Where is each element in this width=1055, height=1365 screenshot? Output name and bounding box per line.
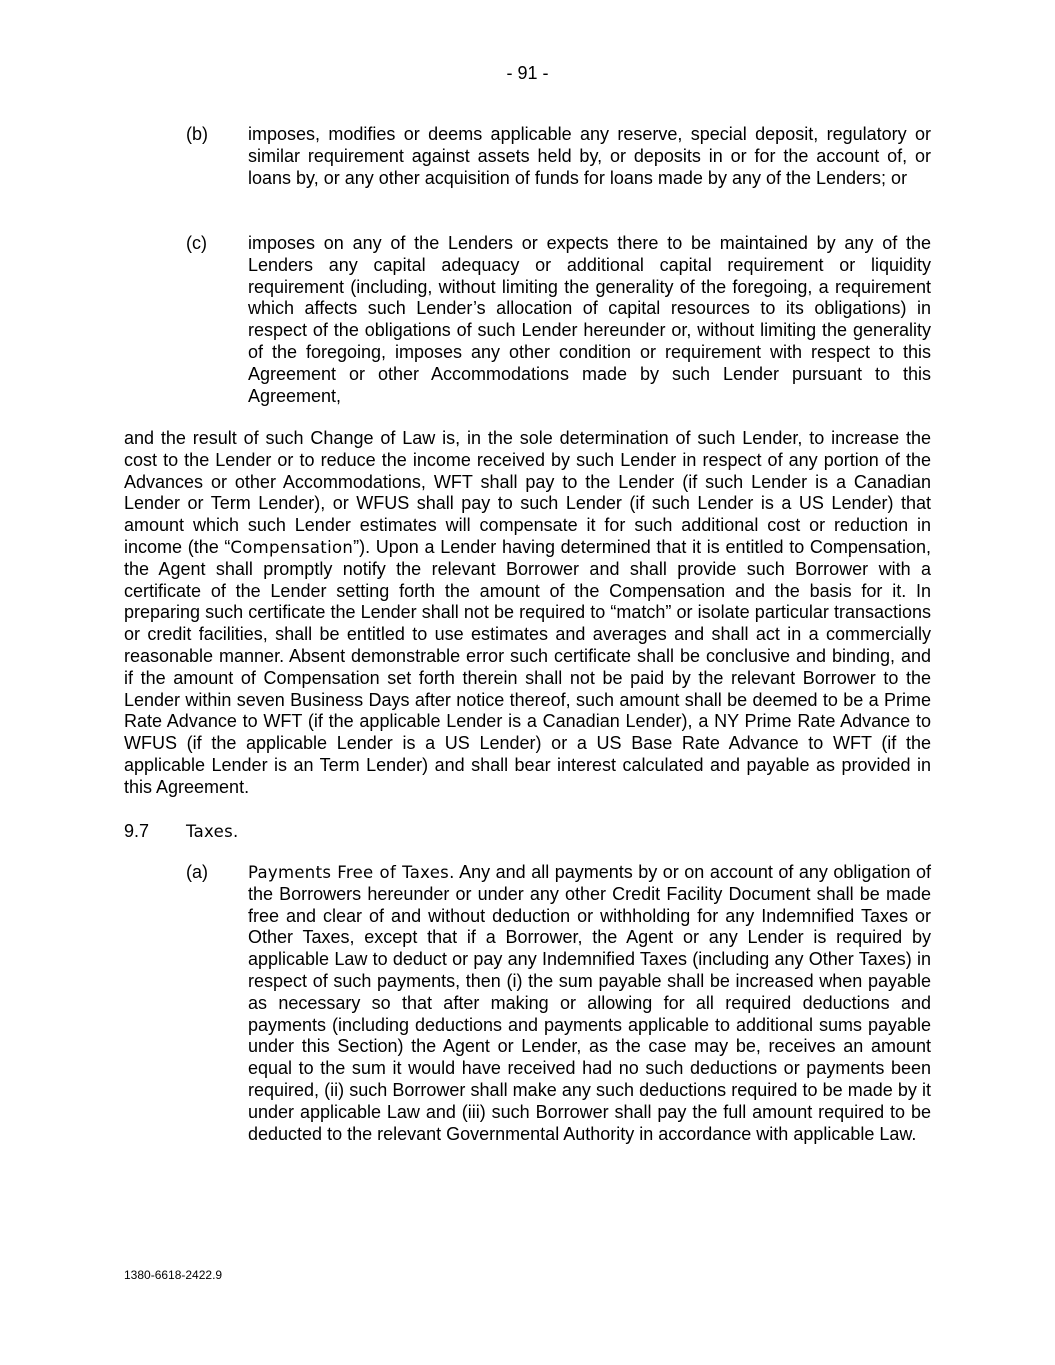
document-id-footer: 1380-6618-2422.9 bbox=[124, 1268, 223, 1282]
clause-c bbox=[124, 233, 931, 407]
clause-c-label: (c) bbox=[186, 233, 207, 253]
clause-a-body: Any and all payments by or on account of any obligation of the Borrowers hereunder or under any other Credit Facility Document shall be made free and clear of and without deduction or withholding for any Indemnified Taxes or Other Taxes, except that if a Borrower, the Agent or any Lender is required by applicable Law to deduct or pay any Indemnified Taxes (including any Other Taxes) in respect of such payments, then (i) the sum payable shall be increased when payable as necessary so that after making or allowing for all required deductions and payments (including deductions and payments applicable to additional sums payable under this Section) the Agent or Lender, as the case may be, receives an amount equal to the sum it would have received had no such deductions or payments been required, (ii) such Borrower shall make any such deductions required to be made by it under applicable Law and (iii) such Borrower shall pay the full amount required to be deducted to the relevant Governmental Authority in accordance with applicable Law. bbox=[248, 862, 931, 1144]
clause-a-text bbox=[248, 862, 931, 1145]
clause-a-heading-punct: . bbox=[449, 863, 455, 882]
result-paragraph bbox=[124, 428, 931, 799]
clause-a-label: (a) bbox=[186, 862, 208, 882]
clause-b-text: imposes, modifies or deems applicable any reserve, special deposit, regulatory or similar requirement against assets held by, or deposits in or for the account of, or loans by, or any other acquisition of funds for loans made by any of the Lenders; or bbox=[248, 124, 931, 188]
section-title: Taxes. bbox=[186, 822, 239, 841]
clause-b bbox=[124, 124, 931, 189]
clause-b-label: (b) bbox=[186, 124, 208, 144]
page-number: - 91 - bbox=[506, 63, 549, 83]
result-paragraph-part2: ”). Upon a Lender having determined that it is entitled to Compensation, the Agent shall promptly notify the relevant Borrower and shall provide such Borrower with a certificate of the Lender setting forth the amount of the Compensation and the basis for it. In preparing such certificate the Lender shall not be required to “match” or isolate particular transactions or credit facilities, shall be entitled to use estimates and averages and shall act in a commercially reasonable manner. Absent demonstrable error such certificate shall be conclusive and binding, and if the amount of Compensation set forth therein shall not be paid by the relevant Borrower to the Lender within seven Business Days after notice thereof, such amount shall be deemed to be a Prime Rate Advance to WFT (if the applicable Lender is a Canadian Lender), a NY Prime Rate Advance to WFUS (if the applicable Lender is a US Lender) or a US Base Rate Advance to WFT (if the applicable Lender is an Term Lender) and shall bear interest calculated and payable as provided in this Agreement. bbox=[124, 536, 931, 797]
clause-a bbox=[124, 862, 931, 1145]
result-paragraph-part1: and the result of such Change of Law is, in the sole determination of such Lender, to increase the cost to the Lender or to reduce the income received by such Lender in respect of any portion of the Advances or other Accommodations, WFT shall pay to the Lender (if such Lender is a Canadian Lender or Term Lender), or WFUS shall pay to such Lender (if such Lender is a US Lender) that amount which such Lender estimates will compensate it for such additional cost or reduction in income (the “ bbox=[124, 428, 931, 557]
defined-term-compensation: Compensation bbox=[230, 537, 354, 557]
clause-a-heading: Payments Free of Taxes bbox=[248, 863, 450, 882]
clause-c-text: imposes on any of the Lenders or expects there to be maintained by any of the Lenders any capital adequacy or additional capital requirement or liquidity requirement (including, without limiting the generality of the foregoing, a requirement which affects such Lender’s allocation of capital resources to its obligations) in respect of the obligations of such Lender hereunder or, without limiting the generality of the foregoing, imposes any other condition or requirement with respect to this Agreement or other Accommodations made by such Lender pursuant to this Agreement, bbox=[248, 233, 931, 406]
section-number: 9.7 bbox=[124, 821, 150, 841]
section-heading bbox=[124, 820, 239, 843]
